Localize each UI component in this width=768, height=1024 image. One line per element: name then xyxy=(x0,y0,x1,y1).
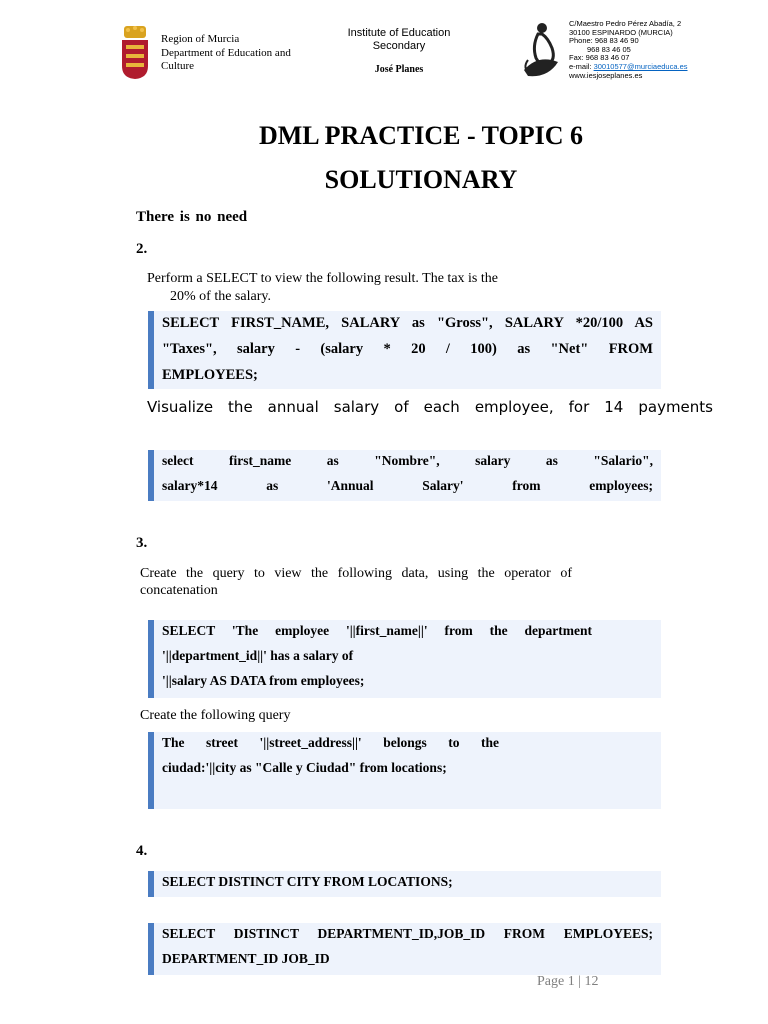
section2-instruction-line2: 20% of the salary. xyxy=(170,289,271,304)
document-subtitle: SOLUTIONARY xyxy=(324,165,518,194)
region-department-text: Region of Murcia Department of Education and Culture xyxy=(161,33,291,72)
section3-create-text: Create the following query xyxy=(140,708,291,723)
section2-visualize-text: Visualize the annual salary of each employee, for 14 payments xyxy=(147,398,713,416)
institute-name: José Planes xyxy=(374,64,424,75)
section1-note: There is no need xyxy=(136,209,248,225)
section3-number: 3. xyxy=(136,535,148,551)
section3-code-block-2: The street '||street_address||' belongs to the ciudad:'||city as "Calle y Ciudad" from locations; xyxy=(148,732,661,809)
section2-instruction-line1: Perform a SELECT to view the following result. The tax is the xyxy=(147,271,498,286)
section3-code-block-1: SELECT 'The employee '||first_name||' from the department '||department_id||' has a salary of '||salary AS DATA from employees; xyxy=(148,620,661,698)
document-title: DML PRACTICE - TOPIC 6 xyxy=(258,121,584,150)
page-number: Page 1 | 12 xyxy=(537,974,599,989)
institute-label: Institute of Education Secondary xyxy=(347,27,451,52)
section4-number: 4. xyxy=(136,843,148,859)
section3-instruction-line1: Create the query to view the following data, using the operator of xyxy=(140,566,572,581)
contact-info: C/Maestro Pedro Pérez Abadía, 2 30100 ESPINARDO (MURCIA) Phone: 968 83 46 90 968 83 46 05 Fax: 968 83 46 07 e-mail: 30010577@murciaeduca.es www.iesjoseplanes.es xyxy=(569,19,688,80)
section3-instruction-line2: concatenation xyxy=(140,583,218,598)
section2-number: 2. xyxy=(136,241,148,257)
section2-code-block-1: SELECT FIRST_NAME, SALARY as "Gross", SALARY *20/100 AS "Taxes", salary - (salary * 20 / 100) as "Net" FROM EMPLOYEES; xyxy=(148,311,661,389)
school-logo-icon xyxy=(518,20,564,80)
section2-code-block-2: select first_name as "Nombre", salary as "Salario", salary*14 as 'Annual Salary' from employees; xyxy=(148,450,661,501)
section4-code-block-1: SELECT DISTINCT CITY FROM LOCATIONS; xyxy=(148,871,661,897)
section4-code-block-2: SELECT DISTINCT DEPARTMENT_ID,JOB_ID FROM EMPLOYEES; DEPARTMENT_ID JOB_ID xyxy=(148,923,661,975)
email-link[interactable]: 30010577@murciaeduca.es xyxy=(593,61,688,71)
murcia-crest-icon xyxy=(120,24,150,80)
